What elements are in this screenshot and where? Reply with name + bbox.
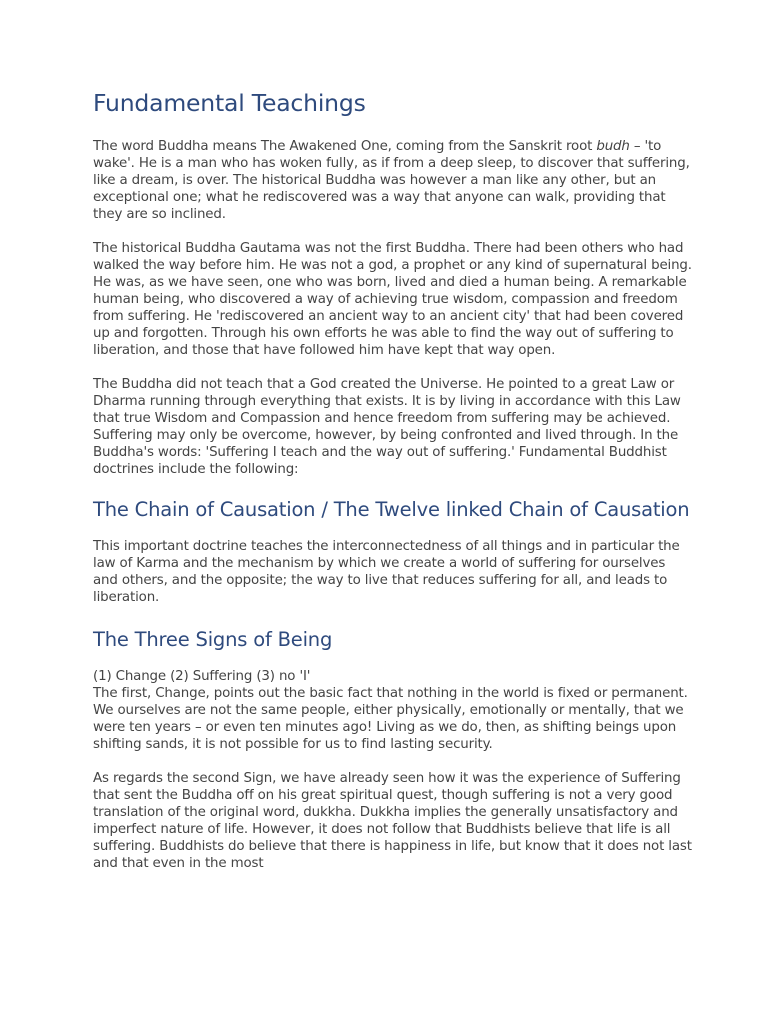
intro-paragraph-2: The historical Buddha Gautama was not the first Buddha. There had been others who had walked the way before him. He was not a god, a prophet or any kind of supernatural being. He was, as we have seen, one who was born, lived and died a human being. A remarkable human being, who discovered a way of achieving true wisdom, compassion and freedom from suffering. He 'rediscovered an ancient way to an ancient city' that had been covered up and forgotten. Through his own efforts he was able to find the way out of suffering to liberation, and those that have followed him have kept that way open.: [93, 241, 692, 358]
section-heading-chain: The Chain of Causation / The Twelve linked Chain of Causation: [93, 498, 690, 521]
signs-paragraph-1: The first, Change, points out the basic fact that nothing in the world is fixed or permanent. We ourselves are not the same people, either physically, emotionally or mentally, that we were ten years – or even ten minutes ago! Living as we do, then, as shifting beings upon shifting sands, it is not possible for us to find lasting security.: [93, 686, 688, 752]
intro-text-1b: – 'to wake'. He is a man who has woken fully, as if from a deep sleep, to discover that suffering, like a dream, is over. The historical Buddha was however a man like any other, but an exceptional one; what he rediscovered was a way that anyone can walk, providing that they are so inclined.: [93, 139, 690, 222]
page-title: Fundamental Teachings: [93, 89, 366, 117]
document-page: [93, 88, 693, 872]
section-heading-signs: The Three Signs of Being: [93, 628, 333, 651]
intro-italic-term: budh: [596, 139, 630, 154]
intro-text-1a: The word Buddha means The Awakened One, coming from the Sanskrit root: [93, 139, 597, 154]
chain-paragraph-1: This important doctrine teaches the interconnectedness of all things and in particular the law of Karma and the mechanism by which we create a world of suffering for ourselves and others, and the opposite; the way to live that reduces suffering for all, and leads to liberation.: [93, 539, 680, 605]
signs-paragraph-2: As regards the second Sign, we have already seen how it was the experience of Suffering that sent the Buddha off on his great spiritual quest, though suffering is not a very good translation of the original word, dukkha. Dukkha implies the generally unsatisfactory and imperfect nature of life. However, it does not follow that Buddhists believe that life is all suffering. Buddhists do believe that there is happiness in life, but know that it does not last and that even in the most: [93, 771, 692, 871]
paragraph-gap: [93, 223, 693, 240]
paragraph-gap: [93, 359, 693, 376]
intro-paragraph-3: The Buddha did not teach that a God created the Universe. He pointed to a great Law or Dharma running through everything that exists. It is by living in accordance with this Law that true Wisdom and Compassion and hence freedom from suffering may be achieved. Suffering may only be overcome, however, by being confronted and lived through. In the Buddha's words: 'Suffering I teach and the way out of suffering.' Fundamental Buddhist doctrines include the following:: [93, 377, 681, 477]
signs-list-line: (1) Change (2) Suffering (3) no 'I': [93, 669, 311, 684]
paragraph-gap: [93, 753, 693, 770]
intro-paragraph-1: [93, 138, 693, 223]
